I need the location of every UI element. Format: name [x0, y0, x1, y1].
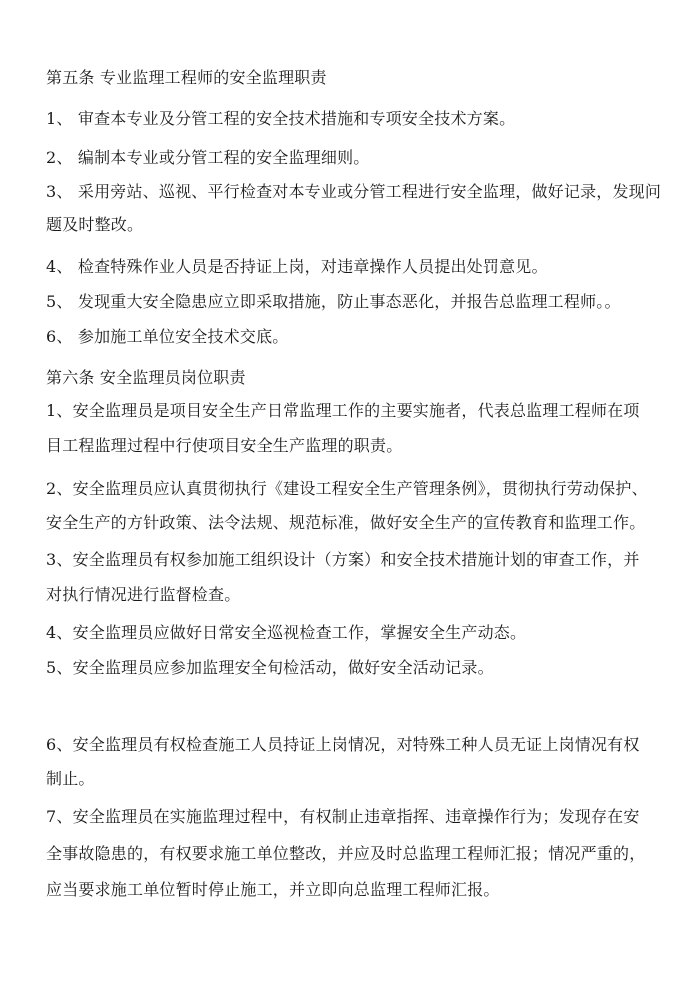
section-5-item-1: 1、 审查本专业及分管工程的安全技术措施和专项安全技术方案。 — [46, 109, 516, 128]
section-6-item-7-line-2: 全事故隐患的，有权要求施工单位整改，并应及时总监理工程师汇报；情况严重的， — [46, 844, 646, 863]
section-6-item-7-line-1: 7、安全监理员在实施监理过程中，有权制止违章指挥、违章操作行为；发现存在安 — [46, 807, 640, 826]
section-5-item-3-line-1: 3、 采用旁站、巡视、平行检查对本专业或分管工程进行安全监理，做好记录，发现问 — [46, 182, 662, 201]
section-6-item-1-line-1: 1、安全监理员是项目安全生产日常监理工作的主要实施者，代表总监理工程师在项 — [46, 401, 640, 420]
section-6-item-6-line-1: 6、安全监理员有权检查施工人员持证上岗情况，对特殊工种人员无证上岗情况有权 — [46, 735, 640, 754]
section-5-item-3-line-2: 题及时整改。 — [46, 215, 144, 234]
section-5-heading: 第五条 专业监理工程师的安全监理职责 — [46, 68, 327, 87]
section-6-item-6-line-2: 制止。 — [46, 769, 95, 788]
section-6-item-1-line-2: 目工程监理过程中行使项目安全生产监理的职责。 — [46, 436, 403, 455]
section-5-item-2: 2、 编制本专业或分管工程的安全监理细则。 — [46, 148, 370, 167]
section-6-item-2-line-2: 安全生产的方针政策、法令法规、规范标准，做好安全生产的宣传教育和监理工作。 — [46, 513, 646, 532]
section-6-heading: 第六条 安全监理员岗位职责 — [46, 368, 246, 387]
section-6-item-7-line-3: 应当要求施工单位暂时停止施工，并立即向总监理工程师汇报。 — [46, 880, 500, 899]
section-6-item-5: 5、安全监理员应参加监理安全旬检活动，做好安全活动记录。 — [46, 658, 494, 677]
section-6-item-4: 4、安全监理员应做好日常安全巡视检查工作，掌握安全生产动态。 — [46, 623, 527, 642]
section-6-item-2-line-1: 2、安全监理员应认真贯彻执行《建设工程安全生产管理条例》，贯彻执行劳动保护、 — [46, 479, 648, 498]
section-6-item-3-line-2: 对执行情况进行监督检查。 — [46, 585, 241, 604]
section-5-item-6: 6、 参加施工单位安全技术交底。 — [46, 327, 289, 346]
section-6-item-3-line-1: 3、安全监理员有权参加施工组织设计（方案）和安全技术措施计划的审查工作，并 — [46, 550, 640, 569]
section-5-item-5: 5、 发现重大安全隐患应立即采取措施，防止事态恶化，并报告总监理工程师。。 — [46, 292, 621, 311]
section-5-item-4: 4、 检查特殊作业人员是否持证上岗，对违章操作人员提出处罚意见。 — [46, 257, 548, 276]
